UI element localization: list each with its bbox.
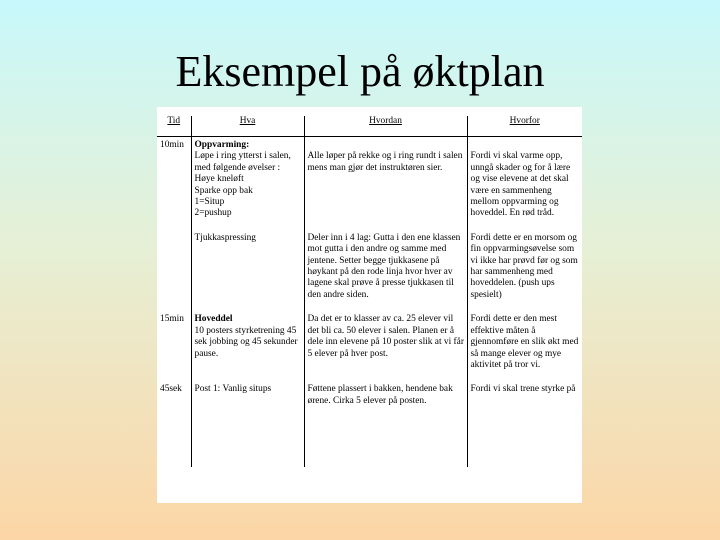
cell-hva-text: Post 1: Vanlig situps bbox=[194, 384, 272, 395]
section-heading: Oppvarming: bbox=[194, 140, 250, 150]
section-heading: Hoveddel bbox=[194, 314, 233, 325]
cell-hvordan: Deler inn i 4 lag: Gutta i den ene klassen mot gutta i den andre og samme med jentene. Setter begge tjukkasene på høykant på den rode linja hvor hver av lagene skal prøve å presse tjukkasen til den andre siden. bbox=[304, 230, 467, 301]
cell-hvordan: Da det er to klasser av ca. 25 elever vil det bli ca. 50 elever i salen. Planen er å dele inn elevene på 10 poster slik at vi får 5 elever på hver post. bbox=[304, 311, 467, 371]
cell-hvordan: Føttene plassert i bakken, hendene bak ørene. Cirka 5 elever på posten. bbox=[304, 381, 467, 407]
header-hvorfor: Hvorfor bbox=[467, 116, 582, 137]
cell-hvorfor: Fordi vi skal trene styrke på bbox=[470, 384, 576, 395]
row-spacer bbox=[157, 301, 582, 311]
slide-title: Eksempel på øktplan bbox=[175, 47, 545, 96]
cell-hva bbox=[191, 381, 304, 407]
lesson-plan-document bbox=[157, 107, 582, 503]
cell-hva bbox=[191, 137, 304, 220]
cell-tid: 45sek bbox=[157, 381, 191, 407]
header-hvordan: Hvordan bbox=[304, 116, 467, 137]
cell-hva-text: Tjukkaspressing bbox=[194, 232, 256, 243]
row-spacer bbox=[157, 220, 582, 230]
cell-tid bbox=[157, 230, 191, 301]
table-row bbox=[157, 230, 582, 301]
table-row bbox=[157, 311, 582, 371]
cell-hva bbox=[191, 230, 304, 301]
cell-tid: 15min bbox=[157, 311, 191, 371]
cell-hva bbox=[191, 311, 304, 371]
cell-hvordan: Alle løper på rekke og i ring rundt i salen mens man gjør det instruktøren sier. bbox=[304, 137, 467, 220]
table-row bbox=[157, 381, 582, 407]
row-spacer bbox=[157, 407, 582, 467]
header-tid: Tid bbox=[157, 116, 191, 137]
cell-hvorfor: Fordi vi skal varme opp, unngå skader og for å lære og vise elevene at det skal være en sammenheng mellom oppvarming og hoveddel. En rød tråd. bbox=[470, 151, 571, 219]
row-spacer bbox=[157, 371, 582, 381]
lesson-plan-table bbox=[157, 116, 582, 467]
cell-hvorfor: Fordi dette er den mest effektive måten å gjennomføre en slik økt med så mange elever og mye aktivitet på tror vi. bbox=[470, 314, 579, 370]
table-row bbox=[157, 137, 582, 220]
cell-hva-text: 10 posters styrketrening 45 sek jobbing og 45 sekunder pause. bbox=[194, 325, 298, 359]
cell-hvorfor: Fordi dette er en morsom og fin oppvarmingsøvelse som vi ikke har prøvd før og som har sammenheng med hoveddelen. (push ups spesielt) bbox=[470, 232, 578, 300]
cell-hva-text: Løpe i ring ytterst i salen, med følgende øvelser : Høye kneløft Sparke opp bak 1=Situp 2=pushup bbox=[194, 151, 291, 219]
header-hva: Hva bbox=[191, 116, 304, 137]
table-header-row bbox=[157, 116, 582, 137]
cell-tid: 10min bbox=[157, 137, 191, 220]
